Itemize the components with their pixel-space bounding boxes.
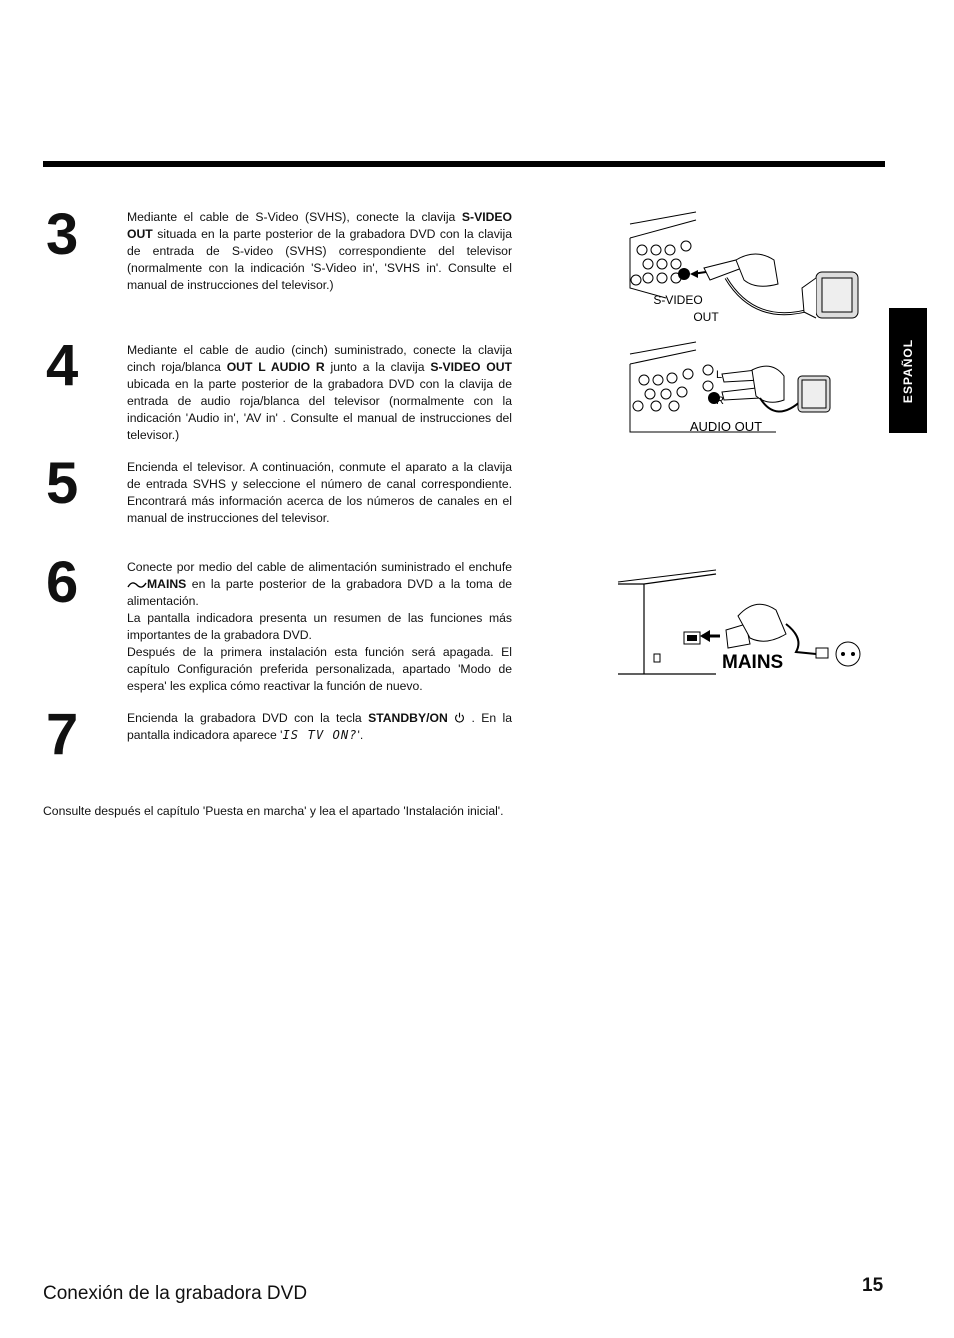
audio-connection-illustration [626,340,866,440]
ac-wave-icon [127,580,147,590]
audio-out-label: AUDIO OUT [689,419,763,434]
mains-term: MAINS [147,577,187,591]
section-title: Conexión de la grabadora DVD [43,1283,308,1304]
step-text-7: Encienda la grabadora DVD con la tecla STANDBY/ON . En la pantalla indicadora aparece 'IS TV ON?'. [127,711,513,742]
step-text-6: Conecte por medio del cable de alimentación suministrado el enchufe MAINS en la parte posterior de la grabadora DVD a la toma de alimentación. La pantalla indicadora presenta un resumen de las funciones más importantes de la grabadora DVD. Después de la primera instalación esta función será apagada. El capítulo Configuración preferida personalizada, apartado 'Modo de espera' les explica cómo reactivar la función de nuevo. [127,560,512,693]
svideo-out-term: S-VIDEO OUT [430,360,512,374]
step-number-7: 7 [46,702,79,767]
step-text-4: Mediante el cable de audio (cinch) suministrado, conecte la clavija cinch roja/blanca OUT L AUDIO R junto a la clavija S-VIDEO OUT ubicada en la parte posterior de la grabadora DVD con la clavija de entrada de audio roja/blanca del televisor (normalmente con la indicación 'Audio in', 'AV in' . Consulte el manual de instrucciones del televisor.) [127,343,512,442]
step-number-6: 6 [46,550,79,615]
footer-note: Consulte después el capítulo 'Puesta en marcha' y lea el apartado 'Instalación inicial'. [43,804,504,818]
audio-right-label: R [716,395,724,407]
mains-connection-illustration [616,566,866,678]
audio-left-label: L [716,369,723,381]
top-rule [43,161,885,167]
step-number-3: 3 [46,202,79,267]
standby-on-term: STANDBY/ON [368,711,448,725]
step-text-3: Mediante el cable de S-Video (SVHS), conecte la clavija S-VIDEO OUT situada en la parte posterior de la grabadora DVD con la clavija de entrada de S-video (SVHS) correspondiente del televisor (normalmente con la indicación 'S-Video in', 'SVHS in'. Consulte el manual de instrucciones del televisor.) [127,210,512,292]
svideo-label-line1: S-VIDEO [653,293,703,307]
svideo-out-term: S-VIDEO OUT [127,210,512,241]
step-number-4: 4 [46,333,79,398]
step-number-5: 5 [46,451,79,516]
page-number: 15 [862,1275,884,1296]
step-text-5: Encienda el televisor. A continuación, conmute el aparato a la clavija de entrada SVHS y seleccione el número de canal correspondiente. Encontrará más información acerca de los números de canales en el manual de instrucciones del televisor. [127,460,512,525]
display-message: IS TV ON? [282,728,358,742]
language-tab-label: ESPAÑOL [901,338,915,403]
mains-label: MAINS [722,652,784,673]
language-tab [889,308,927,433]
svideo-label-line2: OUT [693,310,719,324]
audio-out-term: OUT L AUDIO R [226,360,325,374]
svideo-connection-illustration [626,208,866,338]
standby-power-icon [454,712,465,723]
